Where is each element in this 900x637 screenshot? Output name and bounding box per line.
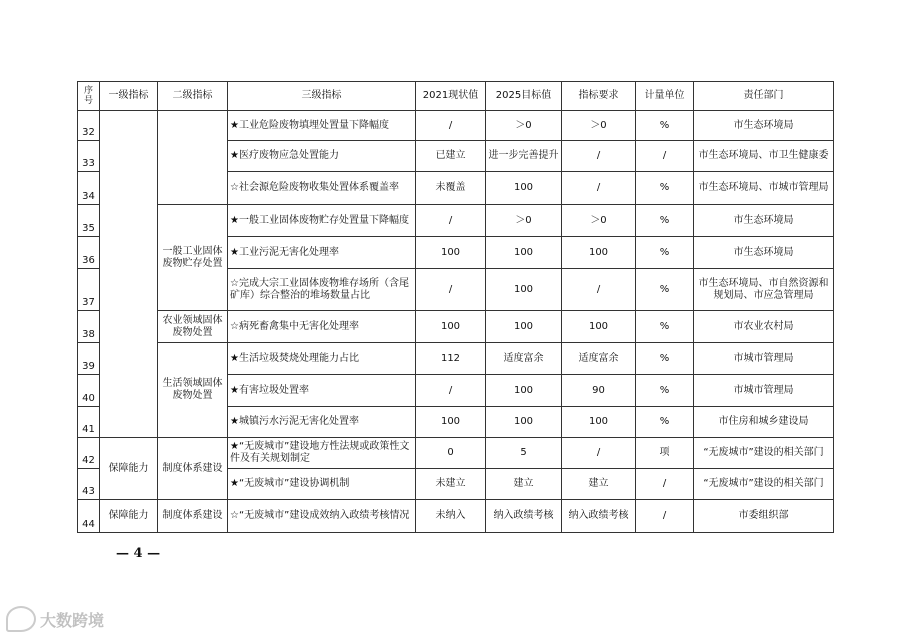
indicator-table [77, 81, 834, 533]
header-2025: 2025目标值 [486, 82, 562, 111]
unit: % [636, 237, 694, 269]
level3-indicator: ★工业污泥无害化处理率 [228, 237, 416, 269]
level3-indicator: ★一般工业固体废物贮存处置量下降幅度 [228, 205, 416, 237]
unit: % [636, 269, 694, 311]
requirement: 建立 [562, 469, 636, 500]
header-unit: 计量单位 [636, 82, 694, 111]
department: “无废城市”建设的相关部门 [694, 469, 834, 500]
requirement: 90 [562, 375, 636, 407]
table-row [78, 500, 834, 533]
value-2021: 100 [416, 311, 486, 343]
level3-indicator: ★“无废城市”建设协调机制 [228, 469, 416, 500]
requirement: / [562, 172, 636, 205]
unit: % [636, 172, 694, 205]
department: “无废城市”建设的相关部门 [694, 438, 834, 469]
requirement: ＞0 [562, 111, 636, 141]
value-2025: 适度富余 [486, 343, 562, 375]
department: 市委组织部 [694, 500, 834, 533]
row-no: 40 [78, 375, 100, 407]
requirement: 100 [562, 311, 636, 343]
level2-general-industrial: 一般工业固体废物贮存处置 [158, 205, 228, 311]
department: 市生态环境局、市城市管理局 [694, 172, 834, 205]
level2-institution: 制度体系建设 [158, 500, 228, 533]
level1-guarantee: 保障能力 [100, 500, 158, 533]
unit: % [636, 407, 694, 438]
requirement: / [562, 438, 636, 469]
row-no: 42 [78, 438, 100, 469]
table-row [78, 438, 834, 469]
level3-indicator: ☆病死畜禽集中无害化处理率 [228, 311, 416, 343]
level3-indicator: ☆社会源危险废物收集处置体系覆盖率 [228, 172, 416, 205]
header-2021: 2021现状值 [416, 82, 486, 111]
value-2021: 100 [416, 237, 486, 269]
level3-indicator: ★生活垃圾焚烧处理能力占比 [228, 343, 416, 375]
unit: % [636, 111, 694, 141]
table-header-row [78, 82, 834, 111]
value-2025: 100 [486, 172, 562, 205]
row-no: 36 [78, 237, 100, 269]
department: 市城市管理局 [694, 375, 834, 407]
unit: / [636, 141, 694, 172]
header-level1: 一级指标 [100, 82, 158, 111]
requirement: 纳入政绩考核 [562, 500, 636, 533]
department: 市农业农村局 [694, 311, 834, 343]
unit: / [636, 500, 694, 533]
value-2021: / [416, 375, 486, 407]
row-no: 43 [78, 469, 100, 500]
level2-domestic: 生活领域固体废物处置 [158, 343, 228, 438]
header-requirement: 指标要求 [562, 82, 636, 111]
row-no: 38 [78, 311, 100, 343]
level3-indicator: ★“无废城市”建设地方性法规或政策性文件及有关规划制定 [228, 438, 416, 469]
value-2025: 建立 [486, 469, 562, 500]
header-no: 序号 [78, 82, 100, 111]
unit: % [636, 375, 694, 407]
value-2021: / [416, 111, 486, 141]
level1-cell-empty [100, 111, 158, 438]
value-2025: 进一步完善提升 [486, 141, 562, 172]
row-no: 39 [78, 343, 100, 375]
table-row [78, 111, 834, 141]
value-2021: 0 [416, 438, 486, 469]
value-2025: 100 [486, 237, 562, 269]
department: 市生态环境局 [694, 237, 834, 269]
level2-institution: 制度体系建设 [158, 438, 228, 500]
level2-agricultural: 农业领域固体废物处置 [158, 311, 228, 343]
department: 市生态环境局 [694, 205, 834, 237]
department: 市生态环境局 [694, 111, 834, 141]
value-2021: 未覆盖 [416, 172, 486, 205]
requirement: 适度富余 [562, 343, 636, 375]
value-2021: / [416, 269, 486, 311]
level3-indicator: ★城镇污水污泥无害化处置率 [228, 407, 416, 438]
unit: 项 [636, 438, 694, 469]
department: 市生态环境局、市自然资源和规划局、市应急管理局 [694, 269, 834, 311]
value-2025: ＞0 [486, 111, 562, 141]
row-no: 34 [78, 172, 100, 205]
unit: / [636, 469, 694, 500]
requirement: 100 [562, 407, 636, 438]
value-2025: 100 [486, 375, 562, 407]
value-2021: / [416, 205, 486, 237]
level3-indicator: ☆完成大宗工业固体废物堆存场所（含尾矿库）综合整治的堆场数量占比 [228, 269, 416, 311]
value-2025: 5 [486, 438, 562, 469]
department: 市生态环境局、市卫生健康委 [694, 141, 834, 172]
watermark-logo-icon [6, 606, 36, 632]
requirement: / [562, 269, 636, 311]
value-2021: 未纳入 [416, 500, 486, 533]
row-no: 37 [78, 269, 100, 311]
requirement: / [562, 141, 636, 172]
value-2025: 100 [486, 311, 562, 343]
unit: % [636, 311, 694, 343]
department: 市城市管理局 [694, 343, 834, 375]
value-2025: 100 [486, 269, 562, 311]
watermark-text: 大数跨境 [40, 610, 105, 630]
table-row [78, 343, 834, 375]
row-no: 32 [78, 111, 100, 141]
level3-indicator: ★医疗废物应急处置能力 [228, 141, 416, 172]
table-row [78, 205, 834, 237]
value-2021: 112 [416, 343, 486, 375]
table-row [78, 311, 834, 343]
value-2021: 100 [416, 407, 486, 438]
row-no: 33 [78, 141, 100, 172]
value-2021: 未建立 [416, 469, 486, 500]
requirement: ＞0 [562, 205, 636, 237]
level2-cell-empty [158, 111, 228, 205]
department: 市住房和城乡建设局 [694, 407, 834, 438]
value-2025: 纳入政绩考核 [486, 500, 562, 533]
watermark [6, 606, 104, 632]
header-department: 责任部门 [694, 82, 834, 111]
level3-indicator: ☆“无废城市”建设成效纳入政绩考核情况 [228, 500, 416, 533]
row-no: 35 [78, 205, 100, 237]
unit: % [636, 343, 694, 375]
page-number: — 4 — [116, 546, 161, 561]
value-2021: 已建立 [416, 141, 486, 172]
value-2025: 100 [486, 407, 562, 438]
value-2025: ＞0 [486, 205, 562, 237]
row-no: 41 [78, 407, 100, 438]
unit: % [636, 205, 694, 237]
header-level2: 二级指标 [158, 82, 228, 111]
level3-indicator: ★有害垃圾处置率 [228, 375, 416, 407]
level3-indicator: ★工业危险废物填埋处置量下降幅度 [228, 111, 416, 141]
row-no: 44 [78, 500, 100, 533]
requirement: 100 [562, 237, 636, 269]
header-level3: 三级指标 [228, 82, 416, 111]
level1-guarantee: 保障能力 [100, 438, 158, 500]
